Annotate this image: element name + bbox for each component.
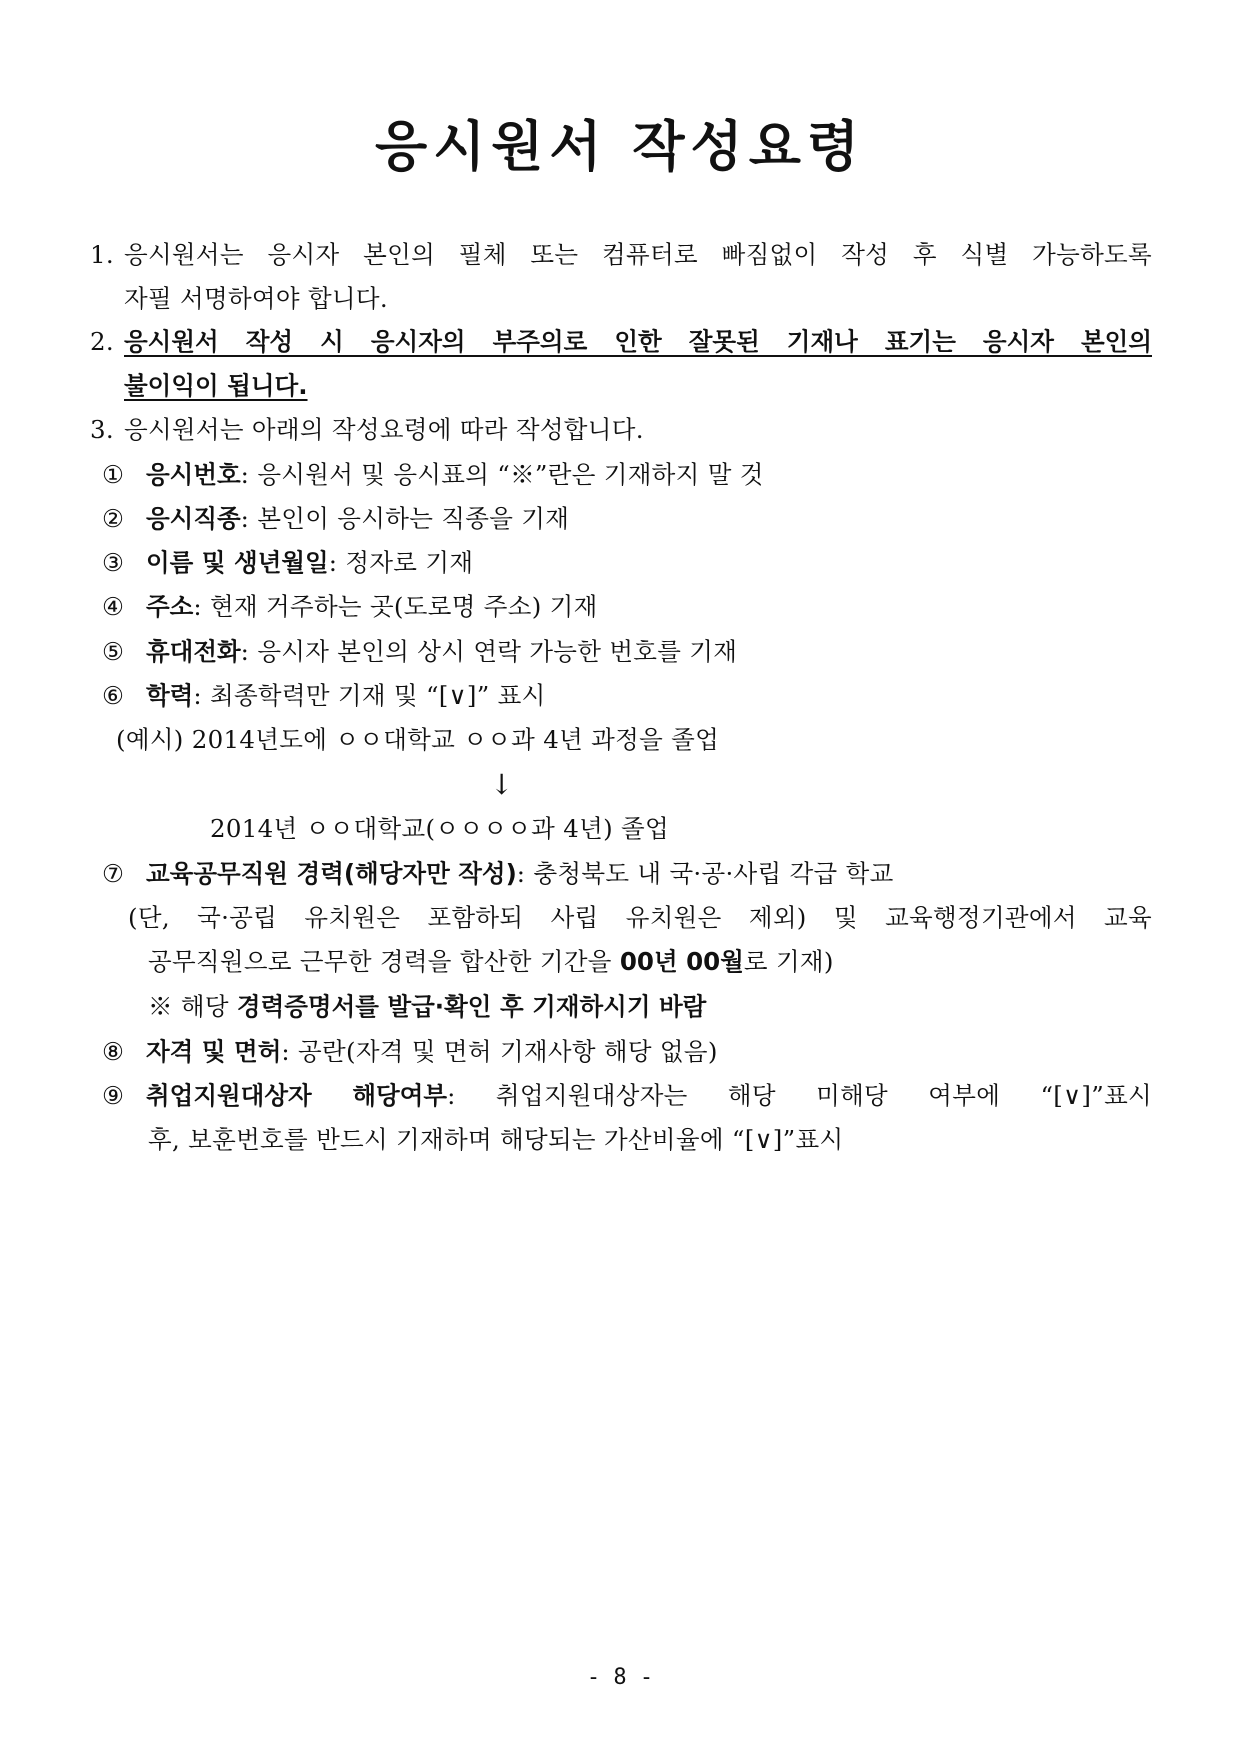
page-number: - 8 - — [586, 1665, 654, 1690]
sub-item-2 — [102, 502, 569, 536]
circled-number: ⑦ — [102, 859, 125, 888]
text-segment: 로 기재) — [743, 947, 834, 976]
sub-item-text: : 최종학력만 기재 및 “[∨]” 표시 — [193, 681, 546, 710]
sub-item-label: 휴대전화 — [146, 637, 241, 666]
circled-number: ① — [102, 460, 125, 489]
item-number: 2. — [90, 327, 114, 356]
sub-item-7-note — [148, 990, 706, 1024]
sub-item-6 — [102, 679, 546, 713]
sub-item-text: : 취업지원대상자는 해당 미해당 여부에 “[∨]”표시 — [447, 1081, 1152, 1110]
sub-item-7-line-2: (단, 국·공립 유치원은 포함하되 사립 유치원은 제외) 및 교육행정기관에서 교육 — [128, 903, 1152, 932]
item-1-line-2: 자필 서명하여야 합니다. — [124, 284, 388, 313]
sub-item-label: 주소 — [146, 592, 194, 621]
item-text: 응시원서는 아래의 작성요령에 따라 작성합니다. — [124, 415, 644, 444]
item-2-line-2 — [124, 369, 308, 403]
sub-item-label: 응시직종 — [146, 504, 241, 533]
sub-item-text: : 응시원서 및 응시표의 “※”란은 기재하지 말 것 — [240, 460, 764, 489]
sub-item-text: : 충청북도 내 국·공·사립 각급 학교 — [516, 859, 894, 888]
item-3-line-1 — [90, 413, 644, 447]
sub-item-text: : 공란(자격 및 면허 기재사항 해당 없음) — [281, 1037, 718, 1066]
sub-item-3 — [102, 546, 473, 580]
item-text: 응시원서는 응시자 본인의 필체 또는 컴퓨터로 빠짐없이 작성 후 식별 가능하도록 — [124, 240, 1152, 269]
item-text: 응시원서 작성 시 응시자의 부주의로 인한 잘못된 기재나 표기는 응시자 본인의 — [124, 327, 1152, 356]
note-emphasis: 경력증명서를 발급·확인 후 기재하시기 바람 — [236, 992, 707, 1021]
circled-number: ③ — [102, 548, 125, 577]
circled-number: ⑤ — [102, 637, 125, 666]
sub-item-text: : 응시자 본인의 상시 연락 가능한 번호를 기재 — [240, 637, 738, 666]
circled-number: ⑨ — [102, 1081, 125, 1110]
sub-item-5 — [102, 635, 737, 669]
sub-item-text: : 본인이 응시하는 직종을 기재 — [240, 504, 570, 533]
sub-item-label: 교육공무직원 경력(해당자만 작성) — [146, 859, 517, 888]
sub-item-8 — [102, 1035, 718, 1069]
text-segment: 공무직원으로 근무한 경력을 합산한 기간을 — [148, 947, 620, 976]
circled-number: ⑧ — [102, 1037, 125, 1066]
sub-item-9-line-2: 후, 보훈번호를 반드시 기재하며 해당되는 가산비율에 “[∨]”표시 — [148, 1125, 844, 1154]
item-number: 3. — [90, 415, 114, 444]
sub-item-7 — [102, 857, 894, 891]
circled-number: ④ — [102, 592, 125, 621]
sub-item-label: 응시번호 — [146, 460, 241, 489]
note-prefix: ※ 해당 — [148, 992, 237, 1021]
sub-item-label: 자격 및 면허 — [146, 1037, 282, 1066]
item-1-line-1 — [90, 238, 1152, 272]
down-arrow-icon: ↓ — [490, 768, 514, 801]
sub-item-text: : 현재 거주하는 곳(도로명 주소) 기재 — [193, 592, 598, 621]
sub-item-4 — [102, 590, 598, 624]
circled-number: ② — [102, 504, 125, 533]
period-format: 00년 00월 — [619, 947, 744, 976]
item-text: 불이익이 됩니다. — [124, 371, 308, 400]
item-number: 1. — [90, 240, 114, 269]
example-text: (예시) 2014년도에 ㅇㅇ대학교 ㅇㅇ과 4년 과정을 졸업 — [116, 725, 720, 754]
page-title: 응시원서 작성요령 — [374, 115, 866, 178]
sub-item-label: 이름 및 생년월일 — [146, 548, 329, 577]
circled-number: ⑥ — [102, 681, 125, 710]
example-result: 2014년 ㅇㅇ대학교(ㅇㅇㅇㅇ과 4년) 졸업 — [210, 814, 669, 843]
sub-item-text: : 정자로 기재 — [328, 548, 474, 577]
sub-item-1 — [102, 458, 764, 492]
sub-item-7-line-3 — [148, 945, 834, 979]
sub-item-label: 취업지원대상자 해당여부 — [146, 1081, 448, 1110]
sub-item-label: 학력 — [146, 681, 194, 710]
sub-item-9 — [102, 1079, 1152, 1113]
item-2-line-1 — [90, 325, 1152, 359]
